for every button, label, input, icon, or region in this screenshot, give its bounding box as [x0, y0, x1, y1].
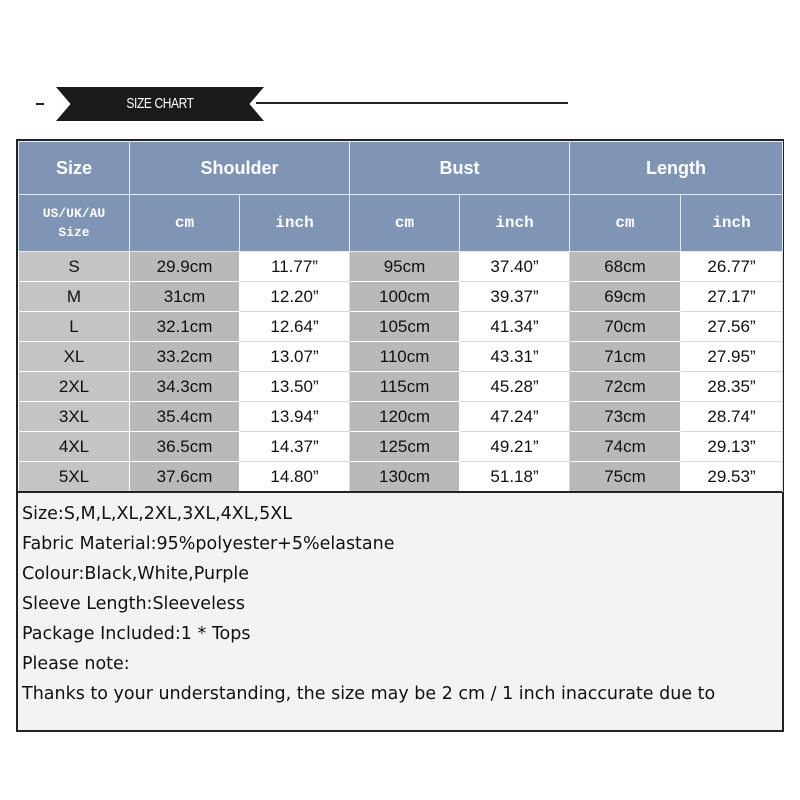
cell-shoulder-inch: 13.07”: [240, 342, 350, 372]
cell-bust-cm: 125cm: [350, 432, 460, 462]
cell-shoulder-cm: 29.9cm: [130, 252, 240, 282]
size-chart-banner: [36, 84, 576, 124]
header-bust: Bust: [350, 142, 570, 195]
cell-shoulder-inch: 14.37”: [240, 432, 350, 462]
cell-bust-cm: 130cm: [350, 462, 460, 492]
cell-shoulder-cm: 37.6cm: [130, 462, 240, 492]
note-package: Package Included:1 * Tops: [22, 624, 251, 644]
cell-bust-inch: 41.34”: [460, 312, 570, 342]
subheader-size: [19, 195, 130, 252]
cell-shoulder-inch: 12.64”: [240, 312, 350, 342]
cell-length-cm: 68cm: [570, 252, 681, 282]
cell-length-inch: 29.13”: [681, 432, 783, 462]
banner-rule: [256, 102, 568, 104]
cell-bust-cm: 115cm: [350, 372, 460, 402]
cell-bust-cm: 110cm: [350, 342, 460, 372]
cell-bust-inch: 47.24”: [460, 402, 570, 432]
note-please: Please note:: [22, 654, 130, 674]
note-colour: Colour:Black,White,Purple: [22, 564, 249, 584]
cell-shoulder-inch: 11.77”: [240, 252, 350, 282]
cell-size: 3XL: [19, 402, 130, 432]
cell-shoulder-inch: 14.80”: [240, 462, 350, 492]
cell-shoulder-cm: 35.4cm: [130, 402, 240, 432]
cell-size: XL: [19, 342, 130, 372]
cell-size: 2XL: [19, 372, 130, 402]
cell-bust-cm: 100cm: [350, 282, 460, 312]
banner-title: SIZE CHART: [126, 95, 194, 112]
cell-bust-inch: 39.37”: [460, 282, 570, 312]
note-sleeve: Sleeve Length:Sleeveless: [22, 594, 245, 614]
cell-size: S: [19, 252, 130, 282]
subheader-size-line2: Size: [58, 225, 90, 240]
cell-shoulder-inch: 12.20”: [240, 282, 350, 312]
cell-bust-cm: 95cm: [350, 252, 460, 282]
cell-length-inch: 27.56”: [681, 312, 783, 342]
cell-length-cm: 72cm: [570, 372, 681, 402]
cell-shoulder-cm: 33.2cm: [130, 342, 240, 372]
cell-bust-cm: 120cm: [350, 402, 460, 432]
cell-size: 4XL: [19, 432, 130, 462]
header-length: Length: [570, 142, 783, 195]
subheader-shoulder-inch: inch: [240, 195, 350, 252]
cell-bust-inch: 43.31”: [460, 342, 570, 372]
header-shoulder: Shoulder: [130, 142, 350, 195]
cell-bust-inch: 45.28”: [460, 372, 570, 402]
header-size: Size: [19, 142, 130, 195]
cell-shoulder-inch: 13.94”: [240, 402, 350, 432]
cell-shoulder-cm: 34.3cm: [130, 372, 240, 402]
subheader-size-line1: US/UK/AU: [42, 206, 106, 221]
table-row: [19, 342, 783, 372]
subheader-shoulder-cm: cm: [130, 195, 240, 252]
cell-shoulder-cm: 36.5cm: [130, 432, 240, 462]
cell-bust-inch: 37.40”: [460, 252, 570, 282]
cell-length-inch: 29.53”: [681, 462, 783, 492]
cell-shoulder-cm: 32.1cm: [130, 312, 240, 342]
subheader-bust-cm: cm: [350, 195, 460, 252]
cell-size: 5XL: [19, 462, 130, 492]
table-row: [19, 282, 783, 312]
cell-size: L: [19, 312, 130, 342]
banner-dash: [36, 103, 44, 105]
table-row: [19, 402, 783, 432]
note-size: Size:S,M,L,XL,2XL,3XL,4XL,5XL: [22, 504, 292, 524]
cell-length-inch: 27.17”: [681, 282, 783, 312]
cell-length-cm: 69cm: [570, 282, 681, 312]
product-notes: [18, 491, 782, 730]
cell-size: M: [19, 282, 130, 312]
cell-length-inch: 26.77”: [681, 252, 783, 282]
table-row: [19, 462, 783, 492]
subheader-length-cm: cm: [570, 195, 681, 252]
cell-length-cm: 70cm: [570, 312, 681, 342]
subheader-bust-inch: inch: [460, 195, 570, 252]
cell-shoulder-inch: 13.50”: [240, 372, 350, 402]
cell-length-cm: 75cm: [570, 462, 681, 492]
note-disclaimer: Thanks to your understanding, the size may be 2 cm / 1 inch inaccurate due to: [22, 684, 716, 704]
table-row: [19, 372, 783, 402]
table-row: [19, 252, 783, 282]
size-chart-frame: [16, 139, 784, 732]
cell-bust-inch: 51.18”: [460, 462, 570, 492]
cell-length-cm: 71cm: [570, 342, 681, 372]
cell-shoulder-cm: 31cm: [130, 282, 240, 312]
cell-length-inch: 28.35”: [681, 372, 783, 402]
cell-length-cm: 73cm: [570, 402, 681, 432]
subheader-length-inch: inch: [681, 195, 783, 252]
cell-length-inch: 28.74”: [681, 402, 783, 432]
cell-length-cm: 74cm: [570, 432, 681, 462]
note-fabric: Fabric Material:95%polyester+5%elastane: [22, 534, 395, 554]
cell-bust-cm: 105cm: [350, 312, 460, 342]
cell-bust-inch: 49.21”: [460, 432, 570, 462]
cell-length-inch: 27.95”: [681, 342, 783, 372]
table-row: [19, 312, 783, 342]
size-table: [18, 141, 783, 492]
table-row: [19, 432, 783, 462]
